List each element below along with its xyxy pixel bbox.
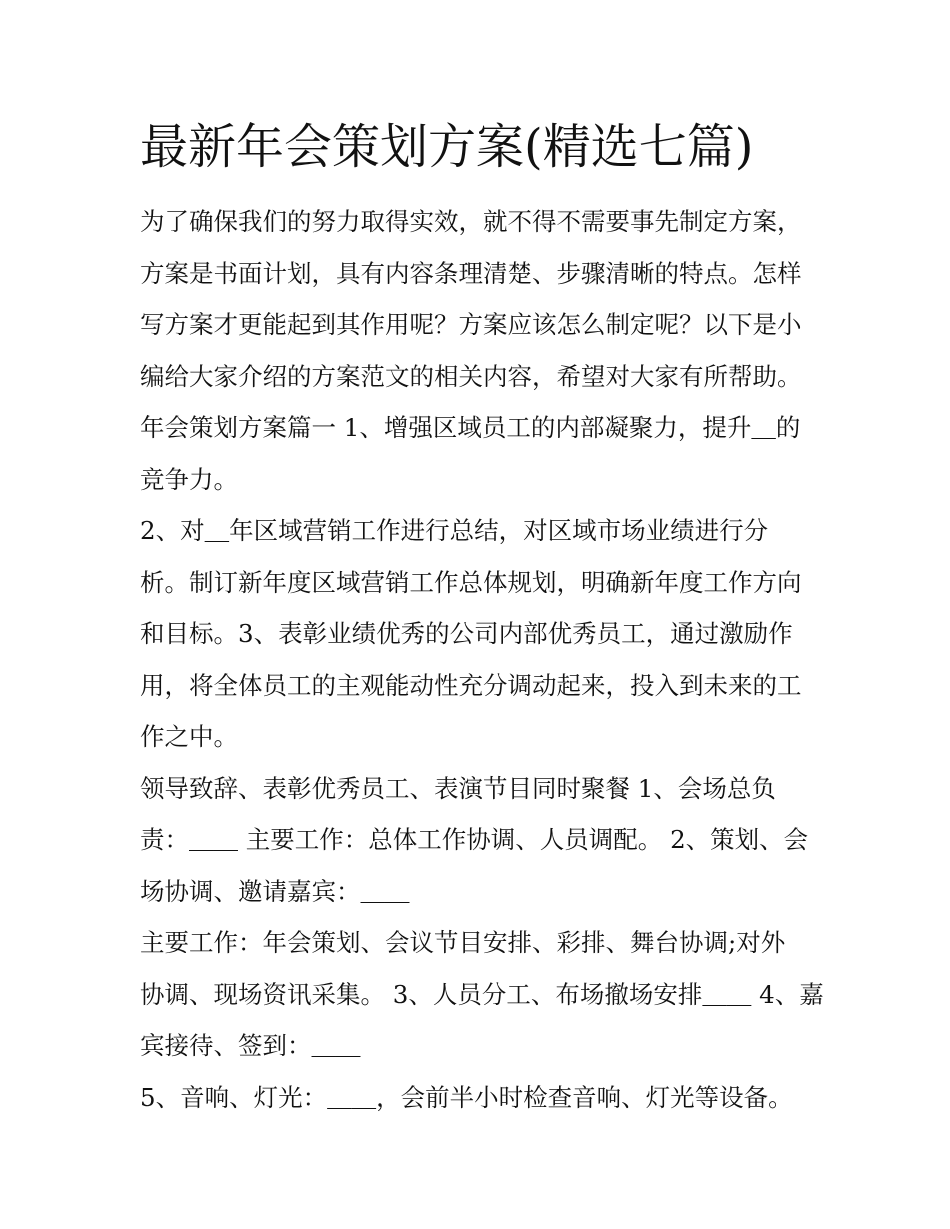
body-line: 和目标。3、表彰业绩优秀的公司内部优秀员工，通过激励作 — [140, 619, 793, 648]
body-line: 领导致辞、表彰优秀员工、表演节目同时聚餐 1、会场总负 — [140, 773, 776, 803]
body-line: 写方案才更能起到其作用呢？方案应该怎么制定呢？以下是小 — [140, 310, 802, 339]
body-line: 方案是书面计划，具有内容条理清楚、步骤清晰的特点。怎样 — [140, 258, 802, 288]
body-line: 作之中。 — [140, 722, 238, 751]
body-line: 竞争力。 — [140, 464, 238, 494]
body-line: 宾接待、签到：＿＿ — [140, 1031, 361, 1060]
body-line: 年会策划方案篇一 1、增强区域员工的内部凝聚力，提升＿的 — [140, 413, 801, 442]
body-line: 编给大家介绍的方案范文的相关内容，希望对大家有所帮助。 — [140, 361, 802, 391]
body-line: 析。制订新年度区域营销工作总体规划，明确新年度工作方向 — [140, 567, 802, 597]
body-line: 用，将全体员工的主观能动性充分调动起来，投入到未来的工 — [140, 670, 802, 700]
body-line: 为了确保我们的努力取得实效，就不得不需要事先制定方案， — [140, 207, 802, 236]
body-line: 场协调、邀请嘉宾：＿＿ — [140, 876, 410, 906]
document-body — [140, 196, 824, 1123]
body-line: 责：＿＿ 主要工作：总体工作协调、人员调配。 2、策划、会 — [140, 825, 809, 854]
body-line: 协调、现场资讯采集。 3、人员分工、布场撤场安排＿＿ 4、嘉 — [140, 979, 824, 1009]
body-line: 5、音响、灯光：＿＿，会前半小时检查音响、灯光等设备。 — [140, 1082, 793, 1112]
document-title: 最新年会策划方案(精选七篇) — [140, 119, 754, 175]
body-line: 2、对＿年区域营销工作进行总结，对区域市场业绩进行分 — [140, 516, 769, 545]
body-line: 主要工作：年会策划、会议节目安排、彩排、舞台协调;对外 — [140, 928, 786, 957]
